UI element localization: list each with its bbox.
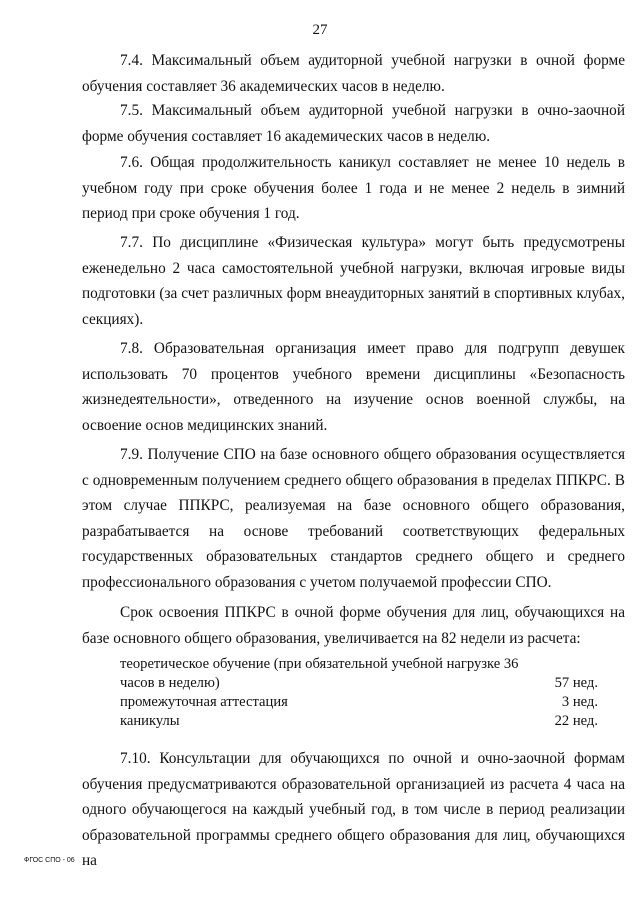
list-item (120, 694, 598, 710)
paragraph-7-5: 7.5. Максимальный объем аудиторной учебной нагрузки в очно-заочной форме обучения составляет 16 академических часов в неделю. (82, 102, 625, 145)
page-number: 27 (312, 22, 328, 38)
paragraph-7-6: 7.6. Общая продолжительность каникул составляет не менее 10 недель в учебном году при сроке обучения более 1 года и не менее 2 недель в зимний период при сроке обучения 1 год. (82, 154, 625, 222)
paragraph-7-10: 7.10. Консультации для обучающихся по очной и очно-заочной формам обучения предусматриваются образовательной организацией из расчета 4 часа на одного обучающегося на каждый учебный год, в том числе в период реализации образовательной программы среднего общего образования для лиц, обучающихся на (82, 750, 625, 869)
paragraph-duration: Срок освоения ППКРС в очной форме обучения для лиц, обучающихся на базе основного общего образования, увеличивается на 82 недели из расчета: (82, 604, 625, 647)
footer-code: ФГОС СПО - 06 (24, 857, 75, 864)
paragraph-7-4: 7.4. Максимальный объем аудиторной учебной нагрузки в очной форме обучения составляет 36 академических часов в неделю. (82, 52, 625, 95)
duration-list (120, 656, 598, 729)
list-item-value: 57 нед. (554, 675, 598, 691)
paragraph-7-8: 7.8. Образовательная организация имеет право для подгрупп девушек использовать 70 процентов учебного времени дисциплины «Безопасность жизнедеятельности», отведенного на изучение основ военной службы, на освоение основ медицинских знаний. (82, 340, 625, 434)
paragraph-7-9: 7.9. Получение СПО на базе основного общего образования осуществляется с одновременным получением среднего общего образования в пределах ППКРС. В этом случае ППКРС, реализуемая на базе основного общего образования, разрабатывается на основе требований соответствующих федеральных государственных образовательных стандартов среднего общего и среднего профессионального образования с учетом получаемой профессии СПО. (82, 446, 625, 591)
list-item (120, 656, 598, 672)
list-item-label: часов в неделю) (120, 675, 220, 691)
paragraph-7-7: 7.7. По дисциплине «Физическая культура» могут быть предусмотрены еженедельно 2 часа самостоятельной учебной нагрузки, включая игровые виды подготовки (за счет различных форм внеаудиторных занятий в спортивных клубах, секциях). (82, 234, 625, 328)
list-item-value: 22 нед. (554, 713, 598, 729)
list-item (120, 675, 598, 691)
list-item (120, 713, 598, 729)
list-item-label: теоретическое обучение (при обязательной учебной нагрузке 36 (120, 656, 519, 672)
list-item-value: 3 нед. (561, 694, 598, 710)
list-item-label: каникулы (120, 713, 180, 729)
list-item-label: промежуточная аттестация (120, 694, 288, 710)
